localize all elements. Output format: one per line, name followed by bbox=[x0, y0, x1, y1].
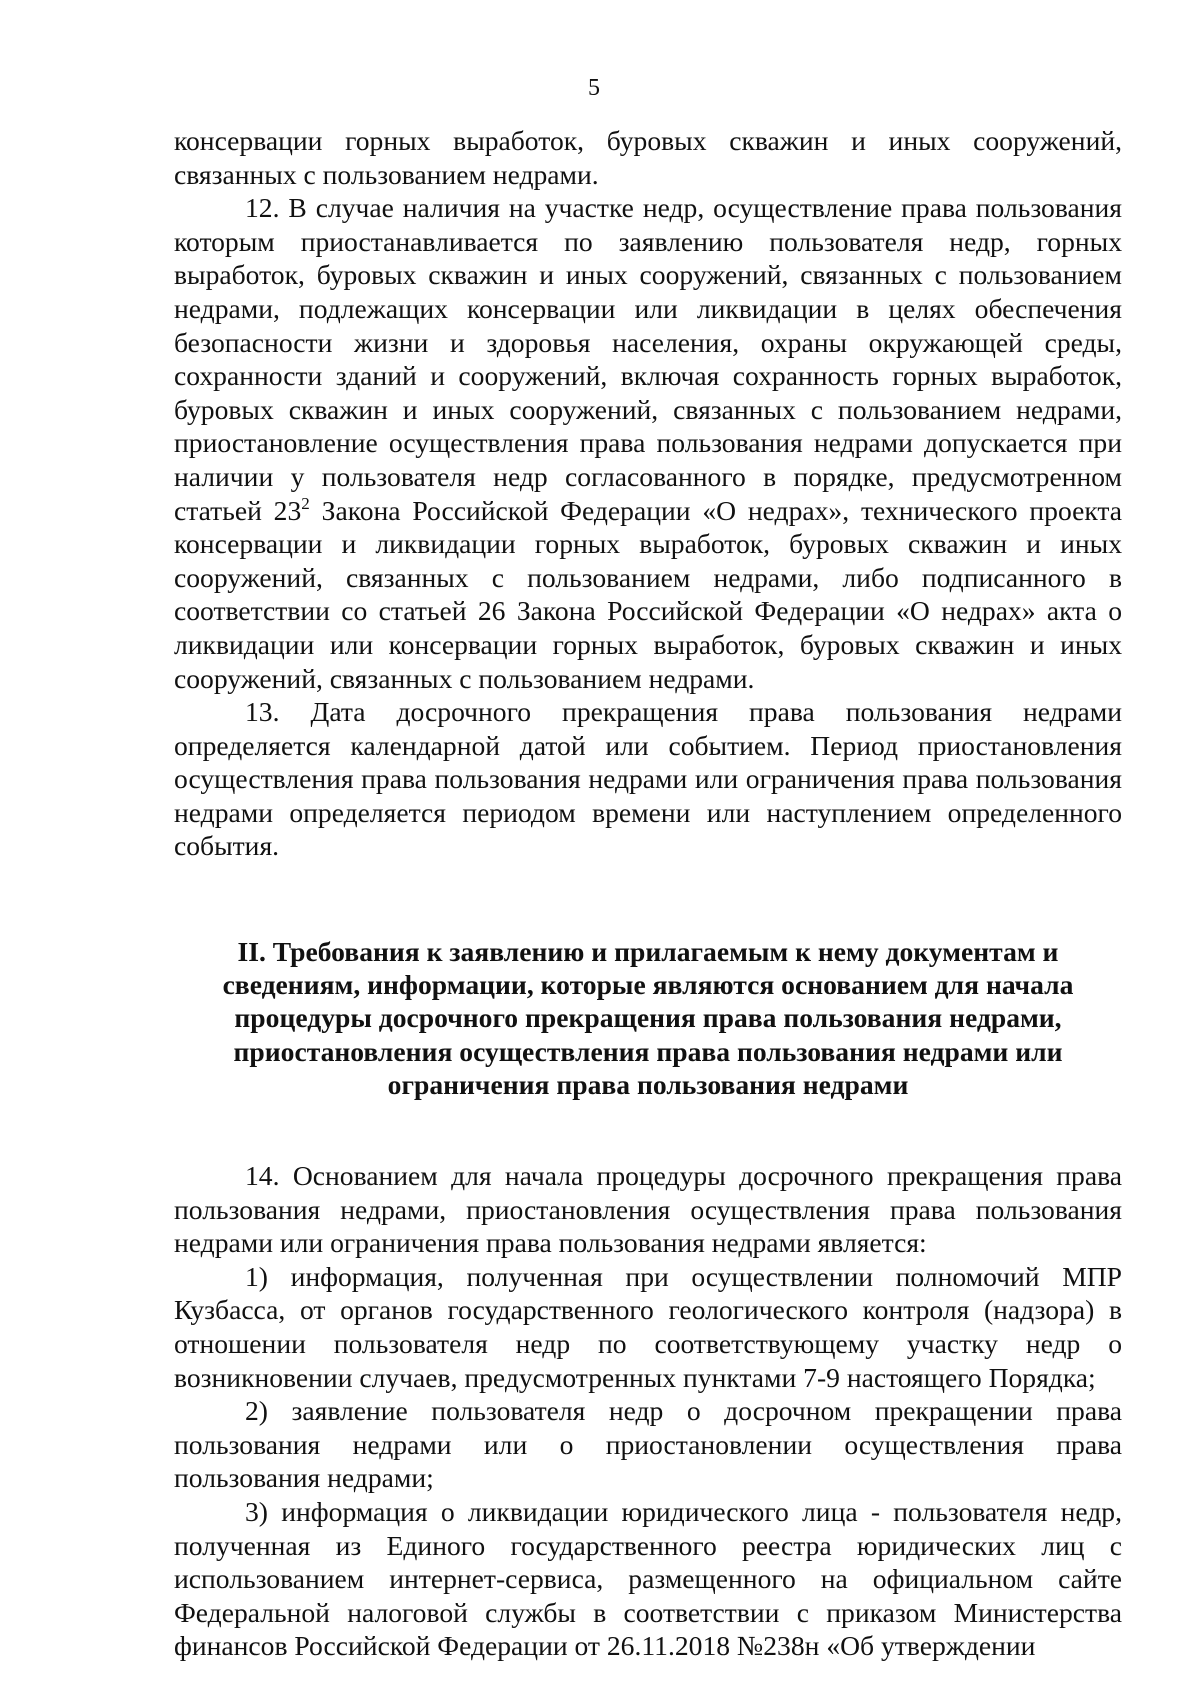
article-superscript: 2 bbox=[301, 493, 310, 513]
list-item-3: 3) информация о ликвидации юридического лица - пользователя недр, полученная из Единого государственного реестра юридических лиц с использованием интернет-сервиса, размещенного на официальном сайте Федеральной налоговой службы в соответствии с приказом Министерства финансов Российской Федерации от 26.11.2018 №238н «Об утверждении bbox=[174, 1496, 1122, 1662]
section-heading-line: процедуры досрочного прекращения права пользования недрами, bbox=[234, 1002, 1062, 1034]
paragraph-13: 13. Дата досрочного прекращения права пользования недрами определяется календарной датой или событием. Период приостановления осуществления права пользования недрами или ограничения права пользования недрами определяется периодом времени или наступлением определенного события. bbox=[174, 696, 1122, 862]
paragraph-14: 14. Основанием для начала процедуры досрочного прекращения права пользования недрами, приостановления осуществления права пользования недрами или ограничения права пользования недрами является: bbox=[174, 1160, 1122, 1259]
paragraph-12 bbox=[174, 191, 1122, 695]
section-heading-line: сведениям, информации, которые являются основанием для начала bbox=[222, 969, 1074, 1001]
section-heading-line: II. Требования к заявлению и прилагаемым к нему документам и bbox=[237, 936, 1059, 968]
document-body bbox=[174, 124, 1122, 1663]
paragraph-12-text-start: 12. В случае наличия на участке недр, осуществление права пользования которым приостанавливается по заявлению пользователя недр, горных выработок, буровых скважин и иных сооружений, связанных с пользованием недрами, подлежащих консервации или ликвидации в целях обеспечения безопасности жизни и здоровья населения, охраны окружающей среды, сохранности зданий и сооружений, включая сохранность горных выработок, буровых скважин и иных сооружений, связанных с пользованием недрами, приостановление осуществления права пользования недрами допускается при наличии у пользователя недр согласованного в порядке, предусмотренном статьей 23 bbox=[174, 192, 1122, 526]
section-heading bbox=[174, 935, 1122, 1101]
page-number: 5 bbox=[588, 75, 600, 101]
paragraph-continuation: консервации горных выработок, буровых скважин и иных сооружений, связанных с пользованием недрами. bbox=[174, 125, 1122, 190]
section-heading-line: ограничения права пользования недрами bbox=[387, 1068, 909, 1100]
list-item-1: 1) информация, полученная при осуществлении полномочий МПР Кузбасса, от органов государственного геологического контроля (надзора) в отношении пользователя недр по соответствующему участку недр о возникновении случаев, предусмотренных пунктами 7-9 настоящего Порядка; bbox=[174, 1260, 1122, 1393]
list-item-2: 2) заявление пользователя недр о досрочном прекращении права пользования недрами или о приостановлении осуществления права пользования недрами; bbox=[174, 1395, 1122, 1494]
spacer bbox=[174, 1101, 1122, 1159]
paragraph-12-text-end: Закона Российской Федерации «О недрах», технического проекта консервации и ликвидации горных выработок, буровых скважин и иных сооружений, связанных с пользованием недрами, либо подписанного в соответствии со статьей 26 Закона Российской Федерации «О недрах» акта о ликвидации или консервации горных выработок, буровых скважин и иных сооружений, связанных с пользованием недрами. bbox=[174, 494, 1123, 694]
section-heading-line: приостановления осуществления права пользования недрами или bbox=[233, 1035, 1063, 1067]
